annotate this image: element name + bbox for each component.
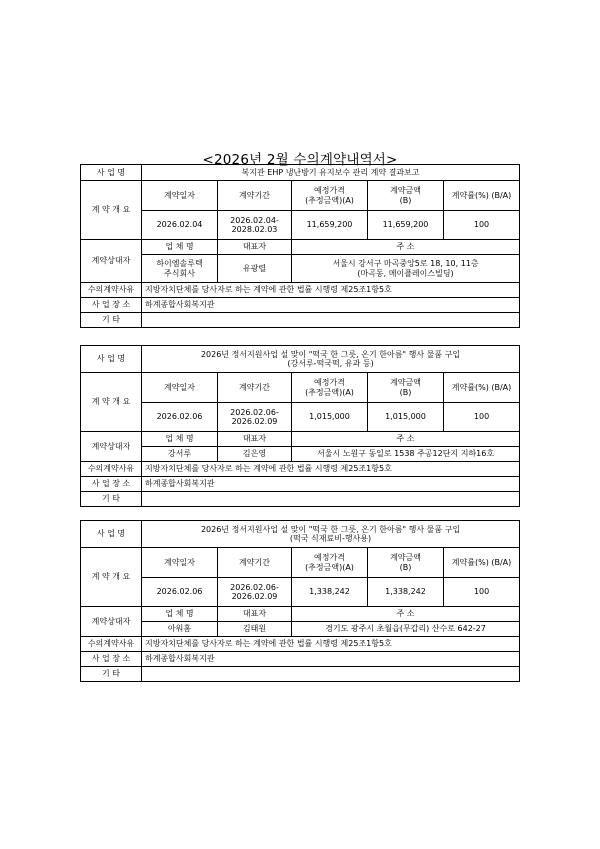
contract-amount: 1,338,242 — [368, 578, 444, 607]
estimated-price-header-line1: 예정가격 — [314, 186, 345, 196]
contract-amount-header — [368, 548, 444, 578]
contract-reason: 지방자치단체를 당사자로 하는 계약에 관한 법률 시행령 제25조1항5호 — [142, 637, 520, 652]
project-label: 사 업 명 — [81, 521, 142, 548]
contract-amount-header — [368, 373, 444, 403]
contract-period-header: 계약기간 — [218, 181, 292, 211]
contract-period — [218, 578, 292, 607]
etc-label: 기 타 — [81, 492, 142, 507]
estimated-price-header-line2: (추정금액)(A) — [305, 195, 354, 205]
contract-period-start: 2026.02.04- — [230, 215, 279, 225]
company-header: 업 체 명 — [142, 240, 218, 255]
project-name-line1: 2026년 정서지원사업 설 맞이 "떡국 한 그릇, 온기 한아름" 행사 물품 구입 — [200, 349, 461, 359]
place-label: 사 업 장 소 — [81, 477, 142, 492]
contract-period-end: 2028.02.03 — [231, 225, 278, 234]
representative-header: 대표자 — [218, 432, 292, 447]
contract-rate-header: 계약률(%) (B/A) — [444, 181, 520, 211]
estimated-price-header-line1: 예정가격 — [314, 378, 345, 388]
company-header: 업 체 명 — [142, 432, 218, 447]
place-label: 사 업 장 소 — [81, 652, 142, 667]
estimated-price: 1,015,000 — [292, 403, 368, 432]
company-address-line2: (마곡동, 메이플레이스빌딩) — [357, 268, 454, 278]
contract-rate: 100 — [444, 403, 520, 432]
representative-name: 유광렬 — [218, 255, 292, 283]
company-address — [292, 255, 520, 283]
project-place: 하계종합사회복지관 — [142, 298, 520, 313]
contract-date: 2026.02.04 — [142, 211, 218, 240]
address-header: 주 소 — [292, 240, 520, 255]
counterparty-label: 계약상대자 — [81, 432, 142, 462]
estimated-price-header — [292, 548, 368, 578]
company-address: 경기도 광주시 초월읍(무갑리) 산수로 642-27 — [292, 622, 520, 637]
project-place: 하계종합사회복지관 — [142, 477, 520, 492]
contract-amount: 1,015,000 — [368, 403, 444, 432]
contract-period-start: 2026.02.06- — [230, 407, 279, 417]
reason-label: 수의계약사유 — [81, 462, 142, 477]
contract-period-header: 계약기간 — [218, 548, 292, 578]
project-name-line1: 복지관 EHP 냉난방기 유지보수 관리 계약 결과보고 — [241, 167, 420, 177]
contract-table-3 — [80, 520, 520, 682]
address-header: 주 소 — [292, 432, 520, 447]
contract-period — [218, 211, 292, 240]
contract-period-end: 2026.02.09 — [231, 592, 278, 601]
page-title: <2026년 2월 수의계약내역서> — [202, 152, 398, 168]
contract-amount-header-line2: (B) — [399, 562, 412, 572]
contract-date-header: 계약일자 — [142, 181, 218, 211]
contract-period-header: 계약기간 — [218, 373, 292, 403]
representative-name: 김은영 — [218, 447, 292, 462]
contract-period-end: 2026.02.09 — [231, 417, 278, 426]
etc-value — [142, 313, 520, 328]
project-label: 사 업 명 — [81, 346, 142, 373]
estimated-price-header — [292, 373, 368, 403]
contract-date: 2026.02.06 — [142, 403, 218, 432]
estimated-price-header — [292, 181, 368, 211]
contract-rate: 100 — [444, 578, 520, 607]
contract-period-start: 2026.02.06- — [230, 582, 279, 592]
contract-amount-header-line2: (B) — [399, 387, 412, 397]
company-name-line1: 하이엠솔루텍 — [156, 259, 203, 269]
contract-rate: 100 — [444, 211, 520, 240]
place-label: 사 업 장 소 — [81, 298, 142, 313]
estimated-price-header-line1: 예정가격 — [314, 553, 345, 563]
project-name-line2: (떡국 식재료비-행사용) — [289, 534, 372, 543]
contract-date-header: 계약일자 — [142, 548, 218, 578]
address-header: 주 소 — [292, 607, 520, 622]
contract-amount-header — [368, 181, 444, 211]
estimated-price-header-line2: (추정금액)(A) — [305, 387, 354, 397]
contract-date: 2026.02.06 — [142, 578, 218, 607]
contract-period — [218, 403, 292, 432]
contract-amount-header-line2: (B) — [399, 195, 412, 205]
representative-name: 김태원 — [218, 622, 292, 637]
project-name-line2: (강서루-떡국떡, 유과 등) — [287, 359, 374, 368]
project-name — [142, 521, 520, 548]
contract-amount: 11,659,200 — [368, 211, 444, 240]
project-place: 하계종합사회복지관 — [142, 652, 520, 667]
company-address: 서울시 노원구 동일로 1538 주공12단지 지하16호 — [292, 447, 520, 462]
contract-rate-header: 계약률(%) (B/A) — [444, 373, 520, 403]
project-label: 사 업 명 — [81, 165, 142, 181]
company-name — [142, 255, 218, 283]
representative-header: 대표자 — [218, 240, 292, 255]
contract-amount-header-line1: 계약금액 — [390, 186, 421, 196]
contract-table-1 — [80, 164, 520, 328]
company-name: 강서루 — [142, 447, 218, 462]
project-name — [142, 165, 520, 181]
estimated-price-header-line2: (추정금액)(A) — [305, 562, 354, 572]
project-name-line1: 2026년 정서지원사업 설 맞이 "떡국 한 그릇, 온기 한아름" 행사 물품 구입 — [200, 524, 461, 534]
project-name — [142, 346, 520, 373]
company-name: 아워홈 — [142, 622, 218, 637]
counterparty-label: 계약상대자 — [81, 240, 142, 283]
reason-label: 수의계약사유 — [81, 283, 142, 298]
company-address-line1: 서울시 강서구 마곡중앙5로 18, 10, 11층 — [332, 259, 479, 269]
contract-table-2 — [80, 345, 520, 507]
contract-amount-header-line1: 계약금액 — [390, 553, 421, 563]
contract-reason: 지방자치단체를 당사자로 하는 계약에 관한 법률 시행령 제25조1항5호 — [142, 283, 520, 298]
etc-label: 기 타 — [81, 667, 142, 682]
estimated-price: 11,659,200 — [292, 211, 368, 240]
etc-label: 기 타 — [81, 313, 142, 328]
overview-label: 계 약 개 요 — [81, 181, 142, 240]
company-header: 업 체 명 — [142, 607, 218, 622]
contract-rate-header: 계약률(%) (B/A) — [444, 548, 520, 578]
estimated-price: 1,338,242 — [292, 578, 368, 607]
company-name-line2: 주식회사 — [164, 268, 195, 278]
contract-reason: 지방자치단체를 당사자로 하는 계약에 관한 법률 시행령 제25조1항5호 — [142, 462, 520, 477]
overview-label: 계 약 개 요 — [81, 373, 142, 432]
representative-header: 대표자 — [218, 607, 292, 622]
counterparty-label: 계약상대자 — [81, 607, 142, 637]
overview-label: 계 약 개 요 — [81, 548, 142, 607]
contract-date-header: 계약일자 — [142, 373, 218, 403]
reason-label: 수의계약사유 — [81, 637, 142, 652]
etc-value — [142, 492, 520, 507]
etc-value — [142, 667, 520, 682]
contract-amount-header-line1: 계약금액 — [390, 378, 421, 388]
